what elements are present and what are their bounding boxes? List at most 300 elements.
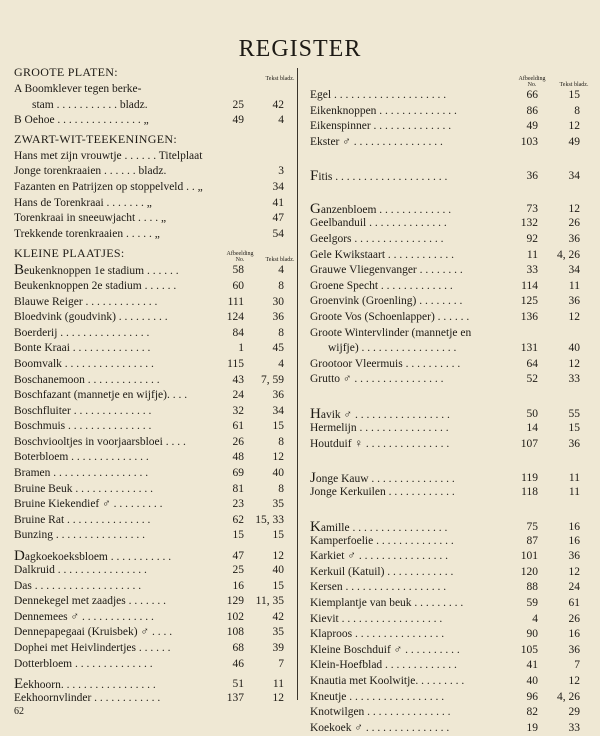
entry-text: Grootoor Vleermuis . . . . . . . . . . — [310, 357, 461, 370]
afbeelding-number: 49 — [526, 120, 538, 133]
entry-label — [14, 211, 166, 227]
index-entry — [310, 263, 586, 279]
entry-label — [14, 310, 168, 326]
kleine-plaatjes-list — [14, 263, 288, 706]
entry-label — [310, 104, 457, 120]
entry-label — [14, 610, 154, 626]
index-entry — [14, 594, 288, 610]
index-entry — [14, 263, 288, 279]
tekst-page-number: 36 — [568, 232, 580, 245]
entry-label — [14, 326, 149, 342]
index-entry — [14, 579, 288, 595]
afbeelding-number: 68 — [232, 642, 244, 654]
index-entry — [14, 691, 288, 707]
index-entry — [310, 248, 586, 264]
afbeelding-number: 88 — [526, 581, 538, 594]
entry-text: Boschanemoon . . . . . . . . . . . . . — [14, 373, 160, 386]
initial-letter: J — [310, 470, 316, 487]
afbeelding-number: 61 — [232, 420, 244, 433]
afbeelding-number: 108 — [226, 626, 244, 639]
tekst-page-number: 41 — [272, 196, 284, 209]
index-entry — [14, 657, 288, 673]
entry-label — [310, 88, 446, 104]
entry-text: Trekkende torenkraaien . . . . . „ — [14, 227, 160, 240]
tekst-page-number: 55 — [568, 407, 580, 420]
entry-label — [14, 594, 166, 610]
initial-letter: F — [310, 168, 319, 185]
tekst-page-number: 47 — [272, 212, 284, 225]
afbeelding-number: 119 — [521, 472, 538, 485]
entry-text: Jonge torenkraaien . . . . . . bladz. — [14, 165, 167, 178]
entry-label — [14, 180, 203, 196]
entry-text: Bruine Kiekendief ♂ . . . . . . . . . — [14, 498, 163, 511]
entry-text: Eekhoornvlinder . . . . . . . . . . . . — [14, 692, 161, 705]
tekst-page-number: 36 — [568, 550, 580, 563]
entry-label — [310, 534, 454, 550]
entry-text: Kersen . . . . . . . . . . . . . . . . . . — [310, 581, 447, 594]
entry-label — [310, 263, 463, 279]
entry-text: Boschfazant (mannetje en wijfje). . . . — [14, 389, 188, 402]
entry-text: Boterbloem . . . . . . . . . . . . . . — [14, 451, 149, 464]
tekst-page-number: 36 — [272, 311, 284, 324]
section-heading-kleine-plaatjes: KLEINE PLAATJES: — [14, 246, 125, 261]
tekst-page-number: 15 — [272, 529, 284, 542]
afbeelding-number: 73 — [526, 203, 538, 216]
entry-label — [14, 388, 187, 404]
index-entry — [14, 672, 288, 691]
afbeelding-number: 125 — [520, 295, 538, 308]
tekst-page-number: 33 — [568, 721, 580, 734]
tekst-page-number: 4, 26 — [557, 248, 580, 261]
afbeelding-number: 137 — [226, 692, 244, 705]
afbeelding-number: 129 — [226, 595, 244, 608]
entry-text: Dennemees ♂ . . . . . . . . . . . . . — [14, 610, 154, 623]
entry-label — [310, 580, 446, 596]
entry-text: Jonge Kerkuilen . . . . . . . . . . . . — [310, 486, 455, 499]
tekst-column-header-right: Tekst bladz. — [559, 82, 589, 88]
tekst-page-number: 12 — [272, 692, 284, 705]
tekst-page-number: 45 — [272, 342, 284, 355]
tekst-page-number: 35 — [272, 626, 284, 639]
kleine-plaatjes-header-row — [14, 242, 295, 264]
entry-label — [14, 657, 153, 673]
entry-label — [310, 627, 444, 643]
afbeelding-number: 131 — [520, 342, 538, 355]
entry-text: onge Kauw . . . . . . . . . . . . . . . — [315, 473, 455, 486]
entry-text: Kievit . . . . . . . . . . . . . . . . . . — [310, 612, 443, 625]
tekst-page-number: 8 — [574, 104, 580, 117]
afbeelding-number: 111 — [227, 295, 244, 308]
index-entry — [310, 674, 586, 690]
tekst-page-number: 16 — [568, 534, 580, 547]
entry-label — [310, 164, 447, 189]
entry-text: Dalkruid . . . . . . . . . . . . . . . . — [14, 564, 147, 577]
entry-label — [310, 643, 460, 659]
initial-letter: B — [14, 262, 25, 279]
index-entry — [14, 544, 288, 563]
afbeelding-number: 96 — [526, 690, 538, 703]
entry-text: Bramen . . . . . . . . . . . . . . . . . — [14, 467, 149, 480]
left-column — [14, 64, 295, 707]
entry-text: Fazanten en Patrijzen op stoppelveld . . „ — [14, 180, 203, 193]
entry-label — [310, 658, 457, 674]
tekst-page-number: 3 — [278, 165, 284, 178]
entry-label — [310, 310, 469, 326]
afbeelding-number: 64 — [526, 357, 538, 370]
index-entry — [310, 705, 586, 721]
afbeelding-number: 120 — [520, 565, 538, 578]
index-entry — [14, 419, 288, 435]
entry-text: Beukenknoppen 2e stadium . . . . . . — [14, 279, 177, 292]
entry-text: Dennepapegaai (Kruisbek) ♂ . . . . — [14, 626, 173, 639]
right-entries-list — [310, 88, 586, 736]
tekst-page-number: 26 — [568, 612, 580, 625]
afbeelding-number: 24 — [232, 389, 244, 402]
tekst-page-number: 4 — [278, 114, 284, 127]
index-entry — [310, 643, 586, 659]
entry-text: Boschfluiter . . . . . . . . . . . . . . — [14, 404, 152, 417]
afbeelding-number: 52 — [526, 373, 538, 386]
index-entry — [310, 549, 586, 565]
entry-label — [310, 549, 448, 565]
tekst-page-number: 35 — [272, 498, 284, 511]
index-entry — [310, 372, 586, 388]
tekst-page-number: 24 — [568, 581, 580, 594]
section-heading-zwart-wit: ZWART-WIT-TEEKENINGEN: — [14, 131, 177, 146]
tekst-page-number: 61 — [568, 597, 580, 610]
entry-label — [310, 326, 471, 342]
index-entry — [14, 388, 288, 404]
entry-text: Torenkraai in sneeuwjacht . . . . „ — [14, 212, 167, 225]
index-entry — [14, 341, 288, 357]
afbeelding-number: 47 — [232, 550, 244, 563]
index-entry — [310, 216, 586, 232]
tekst-page-number: 42 — [272, 98, 284, 111]
tekst-page-number: 4, 26 — [557, 690, 580, 703]
entry-text: Gele Kwikstaart . . . . . . . . . . . . — [310, 248, 455, 261]
entry-text: stam . . . . . . . . . . . bladz. — [32, 98, 148, 111]
zwart-wit-header-row — [14, 129, 288, 149]
entry-text: Das . . . . . . . . . . . . . . . . . . . — [14, 579, 142, 592]
tekst-page-number: 33 — [568, 373, 580, 386]
index-entry — [310, 515, 586, 534]
entry-label — [310, 612, 442, 628]
afbeelding-number: 59 — [526, 597, 538, 610]
entry-text: Karkiet ♂ . . . . . . . . . . . . . . . . — [310, 550, 448, 563]
entry-text: Grutto ♂ . . . . . . . . . . . . . . . . — [310, 373, 444, 386]
tekst-page-number: 26 — [568, 217, 580, 230]
entry-text: Kamperfoelie . . . . . . . . . . . . . . — [310, 534, 454, 547]
entry-label — [14, 295, 157, 311]
tekst-page-number: 11 — [568, 472, 580, 485]
tekst-page-number: 34 — [568, 264, 580, 277]
index-entry — [14, 563, 288, 579]
afbeelding-number: 90 — [526, 628, 538, 641]
entry-text: Groene Specht . . . . . . . . . . . . . — [310, 279, 453, 292]
entry-text: itis . . . . . . . . . . . . . . . . . . . . — [318, 171, 448, 184]
afbeelding-number: 15 — [232, 529, 244, 542]
entry-label — [14, 149, 202, 165]
initial-letter: E — [14, 676, 24, 693]
entry-text: Bonte Kraai . . . . . . . . . . . . . . — [14, 342, 151, 355]
afbeelding-number: 14 — [526, 421, 538, 434]
right-column — [310, 64, 589, 736]
index-entry — [14, 295, 288, 311]
entry-label — [310, 372, 444, 388]
entry-text: Bunzing . . . . . . . . . . . . . . . . — [14, 529, 145, 542]
entry-label — [14, 404, 151, 420]
tekst-page-number: 12 — [568, 310, 580, 323]
index-entry — [14, 435, 288, 451]
afbeelding-number: 1 — [238, 342, 244, 355]
index-entry — [310, 357, 586, 373]
tekst-page-number: 36 — [568, 437, 580, 450]
tekst-page-number: 36 — [568, 643, 580, 656]
afbeelding-number: 25 — [232, 98, 244, 111]
entry-label — [310, 596, 463, 612]
index-entry — [14, 164, 288, 180]
index-entry — [310, 88, 586, 104]
entry-text: Bruine Beuk . . . . . . . . . . . . . . — [14, 482, 153, 495]
afbeelding-number: 33 — [526, 264, 538, 277]
entry-text: Geelgors . . . . . . . . . . . . . . . . — [310, 232, 444, 245]
entry-label — [14, 513, 150, 529]
tekst-page-number: 15 — [272, 579, 284, 592]
afbeelding-number: 11 — [526, 248, 538, 261]
index-entry — [14, 211, 288, 227]
index-entry — [14, 326, 288, 342]
entry-label — [14, 419, 151, 435]
entry-label — [328, 341, 456, 357]
entry-text: Geelbanduil . . . . . . . . . . . . . . — [310, 217, 447, 230]
afbeelding-column-header: Afbeelding No. — [226, 251, 254, 264]
tekst-page-number: 49 — [568, 135, 580, 148]
index-entry — [14, 227, 288, 243]
tekst-page-number: 12 — [568, 203, 580, 216]
index-entry — [310, 485, 586, 501]
index-entry — [310, 658, 586, 674]
entry-text: Knautia met Koolwitje. . . . . . . . . — [310, 675, 465, 688]
entry-label — [14, 373, 160, 389]
tekst-page-number: 12 — [272, 550, 284, 563]
afbeelding-number: 32 — [232, 404, 244, 417]
entry-label — [14, 497, 163, 513]
afbeelding-number: 136 — [520, 310, 538, 323]
index-entry — [310, 232, 586, 248]
entry-text: Bruine Rat . . . . . . . . . . . . . . . — [14, 513, 151, 526]
index-entry — [310, 197, 586, 216]
index-entry — [310, 627, 586, 643]
entry-text: Boschmuis . . . . . . . . . . . . . . . — [14, 420, 152, 433]
afbeelding-number: 40 — [526, 675, 538, 688]
index-entry — [310, 119, 586, 135]
entry-text: Groote Wintervlinder (mannetje en — [310, 326, 472, 339]
afbeelding-number: 43 — [232, 373, 244, 386]
entry-label — [14, 82, 141, 98]
afbeelding-number: 66 — [526, 89, 538, 101]
entry-text: eukenknoppen 1e stadium . . . . . . — [24, 265, 179, 278]
tekst-page-number: 40 — [568, 342, 580, 355]
entry-label — [14, 435, 186, 451]
afbeelding-number: 23 — [232, 498, 244, 511]
entry-label — [310, 690, 444, 706]
entry-label — [310, 421, 449, 437]
entry-text: Dennekegel met zaadjes . . . . . . . — [14, 595, 166, 608]
afbeelding-number: 118 — [521, 486, 538, 499]
initial-letter: G — [310, 201, 321, 218]
index-entry — [310, 104, 586, 120]
tekst-page-number: 12 — [272, 451, 284, 464]
index-entry — [14, 180, 288, 196]
index-entry — [310, 534, 586, 550]
right-header-row — [310, 64, 589, 88]
index-entry — [310, 164, 586, 183]
entry-text: Kiemplantje van beuk . . . . . . . . . — [310, 597, 464, 610]
entry-label — [310, 721, 449, 736]
index-entry — [310, 612, 586, 628]
tekst-page-number: 40 — [272, 564, 284, 577]
entry-label — [14, 227, 160, 243]
tekst-page-number: 8 — [278, 326, 284, 339]
entry-label — [14, 279, 176, 295]
index-entry — [310, 466, 586, 485]
entry-label — [14, 113, 149, 129]
tekst-page-number: 12 — [568, 120, 580, 133]
entry-text: Houtduif ♀ . . . . . . . . . . . . . . . — [310, 437, 450, 450]
entry-text: Groenvink (Groenling) . . . . . . . . — [310, 295, 463, 308]
afbeelding-number: 69 — [232, 467, 244, 480]
entry-text: ekhoorn. . . . . . . . . . . . . . . . . — [23, 679, 156, 692]
tekst-page-number: 7, 59 — [261, 373, 284, 386]
tekst-page-number: 11 — [272, 678, 284, 691]
index-entry — [14, 450, 288, 466]
afbeelding-number: 87 — [526, 534, 538, 547]
tekst-page-number: 39 — [272, 642, 284, 654]
afbeelding-number: 19 — [526, 721, 538, 734]
entry-text: Dotterbloem . . . . . . . . . . . . . . — [14, 657, 153, 670]
entry-text: Eikenspinner . . . . . . . . . . . . . . — [310, 120, 452, 133]
tekst-page-number: 7 — [278, 657, 284, 670]
index-entry — [14, 528, 288, 544]
tekst-page-number: 15 — [568, 89, 580, 101]
entry-label — [310, 485, 455, 501]
index-entry — [310, 294, 586, 310]
entry-label — [14, 263, 179, 280]
entry-text: Dophei met Heivlindertjes . . . . . . — [14, 642, 171, 654]
tekst-page-number: 15 — [272, 420, 284, 433]
tekst-page-number: 42 — [272, 610, 284, 623]
entry-text: Grauwe Vliegenvanger . . . . . . . . — [310, 264, 463, 277]
tekst-page-number: 12 — [568, 357, 580, 370]
entry-label — [14, 691, 160, 707]
index-entry — [310, 437, 586, 453]
page-title: REGISTER — [238, 36, 362, 63]
entry-label — [310, 674, 464, 690]
index-entry — [14, 641, 288, 657]
index-entry — [310, 310, 586, 326]
tekst-page-number: 36 — [568, 295, 580, 308]
entry-label — [310, 294, 462, 310]
index-entry — [14, 279, 288, 295]
afbeelding-number: 75 — [526, 520, 538, 533]
entry-label — [14, 341, 150, 357]
afbeelding-number: 58 — [232, 264, 244, 277]
afbeelding-number: 124 — [226, 311, 244, 324]
entry-label — [14, 563, 147, 579]
tekst-page-number: 15, 33 — [255, 513, 284, 526]
afbeelding-number: 26 — [232, 435, 244, 448]
index-entry — [14, 149, 288, 165]
index-entry — [14, 482, 288, 498]
page-number: 62 — [14, 706, 24, 717]
tekst-page-number: 11, 35 — [255, 595, 284, 608]
column-divider — [297, 68, 298, 700]
afbeelding-number: 46 — [232, 657, 244, 670]
tekst-page-number: 7 — [574, 659, 580, 672]
entry-text: Kleine Boschduif ♂ . . . . . . . . . . — [310, 643, 460, 656]
tekst-page-number: 16 — [568, 628, 580, 641]
index-entry — [14, 82, 288, 98]
index-entry — [310, 565, 586, 581]
index-entry — [14, 113, 288, 129]
zwart-wit-list — [14, 149, 288, 243]
index-entry — [310, 421, 586, 437]
entry-text: Egel . . . . . . . . . . . . . . . . . . . . — [310, 89, 447, 101]
tekst-page-number: 11 — [568, 279, 580, 292]
tekst-page-number: 15 — [568, 421, 580, 434]
entry-label — [310, 135, 443, 151]
tekst-page-number: 8 — [278, 482, 284, 495]
index-entry — [310, 402, 586, 421]
afbeelding-number: 82 — [526, 706, 538, 719]
afbeelding-number: 36 — [526, 170, 538, 183]
entry-text: B Oehoe . . . . . . . . . . . . . . . „ — [14, 114, 149, 127]
tekst-page-number: 12 — [568, 675, 580, 688]
initial-letter: D — [14, 548, 25, 565]
section-heading-groote-platen: GROOTE PLATEN: — [14, 65, 118, 79]
index-entry — [310, 341, 586, 357]
tekst-page-number: 16 — [568, 520, 580, 533]
tekst-page-number: 4 — [278, 264, 284, 277]
tekst-page-number: 54 — [272, 227, 284, 240]
entry-text: Klaproos . . . . . . . . . . . . . . . . — [310, 628, 445, 641]
afbeelding-number: 41 — [526, 659, 538, 672]
entry-text: Kneutje . . . . . . . . . . . . . . . . . — [310, 690, 445, 703]
entry-text: Groote Vos (Schoenlapper) . . . . . . — [310, 310, 470, 323]
entry-text: Knotwilgen . . . . . . . . . . . . . . . — [310, 706, 451, 719]
entry-text: agkoekoeksbloem . . . . . . . . . . . — [24, 551, 172, 564]
index-entry — [14, 404, 288, 420]
tekst-page-number: 11 — [568, 486, 580, 499]
entry-text: Boschviooltjes in voorjaarsbloei . . . . — [14, 435, 186, 448]
afbeelding-column-header-right: Afbeelding No. — [518, 76, 546, 88]
entry-label — [14, 482, 153, 498]
entry-text: Hans de Torenkraai . . . . . . . „ — [14, 196, 152, 209]
index-entry — [14, 466, 288, 482]
tekst-page-number: 34 — [272, 180, 284, 193]
afbeelding-number: 92 — [526, 232, 538, 245]
afbeelding-number: 81 — [232, 482, 244, 495]
entry-text: avik ♂ . . . . . . . . . . . . . . . . . — [320, 408, 450, 421]
entry-label — [14, 528, 145, 544]
entry-label — [310, 279, 453, 295]
index-entry — [14, 98, 288, 114]
afbeelding-number: 102 — [226, 610, 244, 623]
initial-letter: K — [310, 518, 321, 535]
entry-text: Boomvalk . . . . . . . . . . . . . . . . — [14, 357, 154, 370]
entry-text: Hans met zijn vrouwtje . . . . . . Titelplaat — [14, 149, 203, 162]
index-entry — [14, 357, 288, 373]
